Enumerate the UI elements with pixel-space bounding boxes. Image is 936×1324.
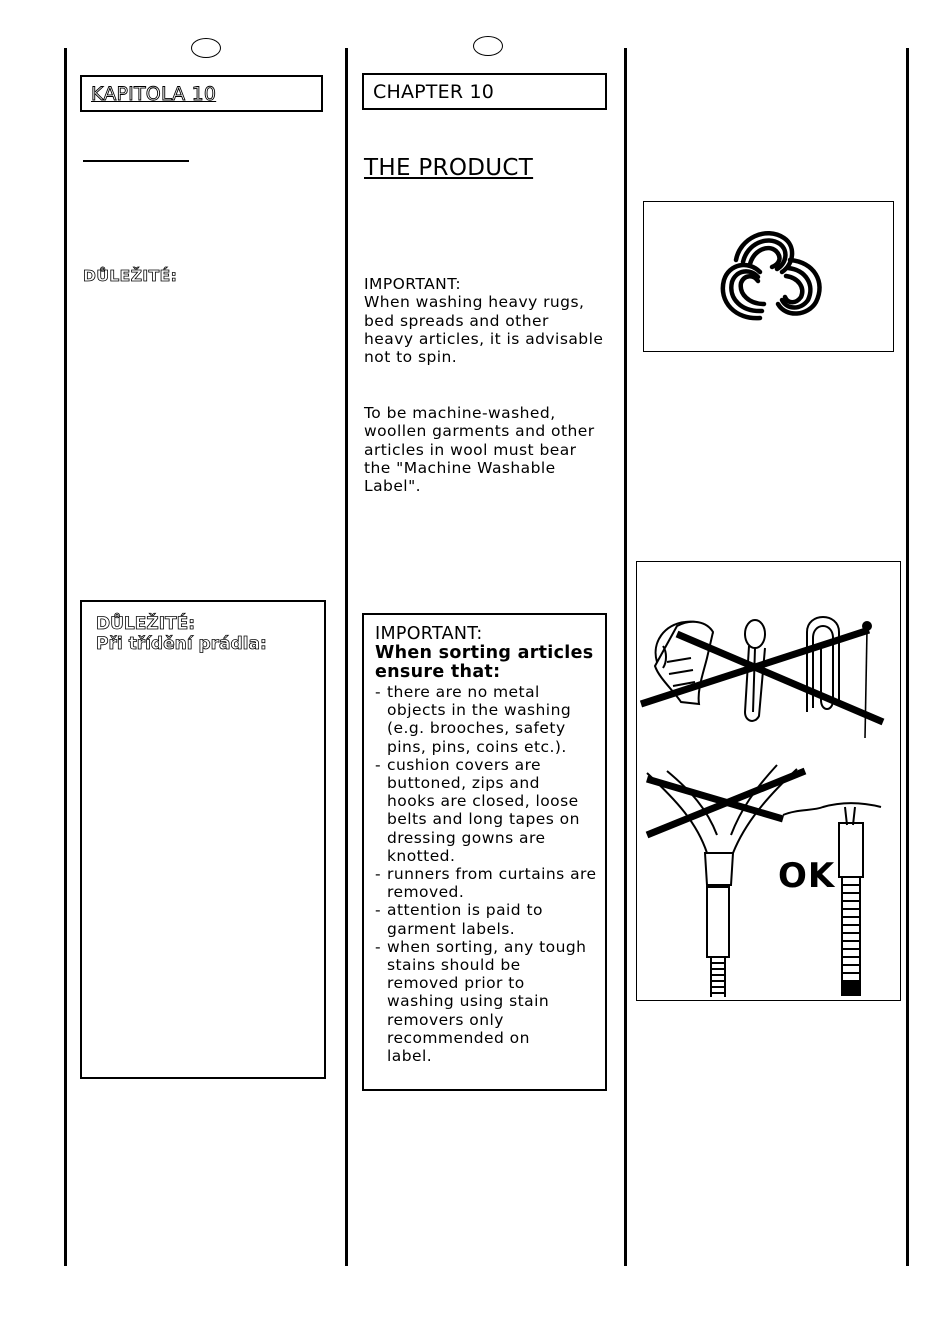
important-note-en (364, 275, 603, 366)
important-label-cz: DŮLEŽITÉ: (83, 267, 178, 285)
box-subtitle-en: When sorting articles (375, 643, 594, 663)
chapter-label-en: CHAPTER 10 (362, 73, 607, 110)
column-divider-far-right (906, 48, 909, 1266)
wool-line: articles in wool must bear (364, 440, 577, 459)
box-title-cz: DŮLEŽITÉ: (96, 614, 196, 634)
zip-open-crossed-icon (637, 757, 902, 997)
metal-objects-crossed-icon (637, 562, 902, 762)
important-line: bed spreads and other (364, 311, 549, 330)
sorting-checklist (375, 683, 601, 1065)
sorting-figure (636, 561, 901, 1001)
wool-line: woollen garments and other (364, 422, 595, 441)
chapter-label-cz: KAPITOLA 10 (80, 75, 323, 112)
important-line: not to spin. (364, 348, 458, 367)
important-box-cz (80, 600, 326, 1079)
woolmark-icon (644, 202, 895, 353)
language-marker-en (473, 36, 503, 56)
list-item: - there are no metal objects in the washing (e.g. brooches, safety pins, pins, coins etc.). (375, 683, 601, 756)
woolmark-figure (643, 201, 894, 352)
box-subtitle-en: ensure that: (375, 662, 501, 682)
list-item: - cushion covers are buttoned, zips and hooks are closed, loose belts and long tapes on dressing gowns are knotted. (375, 756, 601, 865)
wool-line: the "Machine Washable (364, 458, 556, 477)
list-item: - attention is paid to garment labels. (375, 901, 601, 937)
column-divider-left (64, 48, 67, 1266)
ok-label: OK (778, 856, 836, 896)
wool-note-en (364, 404, 595, 495)
important-label-en: IMPORTANT: (364, 275, 462, 293)
heading-underline-cz (83, 160, 189, 162)
page-title: THE PRODUCT (364, 155, 534, 181)
important-line: heavy articles, it is advisable (364, 329, 604, 348)
column-divider-middle (345, 48, 348, 1266)
wool-line: Label". (364, 477, 422, 496)
important-line: When washing heavy rugs, (364, 293, 585, 312)
box-subtitle-cz: Při třídění prádla: (96, 634, 267, 654)
important-box-en (362, 613, 607, 1091)
wool-line: To be machine-washed, (364, 404, 556, 422)
list-item: - runners from curtains are removed. (375, 865, 601, 901)
box-title-en: IMPORTANT: (375, 624, 483, 644)
list-item: - when sorting, any tough stains should be removed prior to washing using stain removers only recommended on label. (375, 938, 601, 1065)
column-divider-right (624, 48, 627, 1266)
language-marker-cz (191, 38, 221, 58)
